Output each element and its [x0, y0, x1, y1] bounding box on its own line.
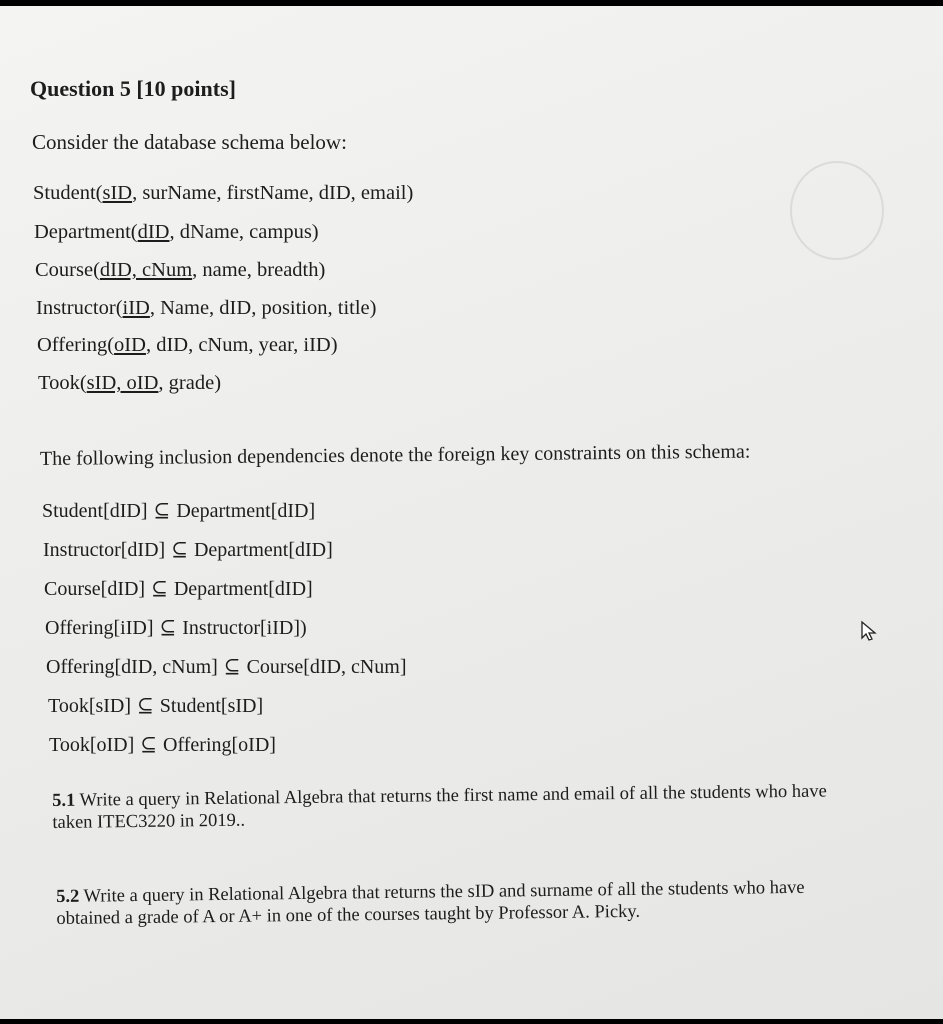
smudge-mark	[790, 161, 884, 260]
subquestion-5-1: 5.1 Write a query in Relational Algebra that returns the first name and email of all the students who have taken ITEC3220 in 2019..	[52, 781, 827, 833]
schema-student: Student(sID, surName, firstName, dID, email)	[33, 182, 414, 204]
question-intro: Consider the database schema below:	[32, 130, 347, 154]
schema-offering: Offering(oID, dID, cNum, year, iID)	[37, 334, 338, 356]
schema-course: Course(dID, cNum, name, breadth)	[35, 259, 326, 281]
schema-took: Took(sID, oID, grade)	[38, 372, 222, 394]
dependency-line: Offering[dID, cNum] ⊆ Course[dID, cNum]	[46, 656, 407, 678]
dependency-line: Took[sID] ⊆ Student[sID]	[48, 695, 264, 717]
dependency-line: Student[dID] ⊆ Department[dID]	[42, 500, 316, 522]
dependency-line: Took[oID] ⊆ Offering[oID]	[49, 734, 276, 756]
question-title: Question 5 [10 points]	[30, 76, 236, 101]
dependency-line: Offering[iID] ⊆ Instructor[iID])	[45, 617, 307, 639]
subquestion-5-2: 5.2 Write a query in Relational Algebra that returns the sID and surname of all the students who have obtained a grade of A or A+ in one of the courses taught by Professor A. Picky.	[56, 877, 805, 929]
mouse-pointer-icon	[860, 620, 878, 642]
dependency-line: Course[dID] ⊆ Department[dID]	[44, 578, 313, 600]
dependency-line: Instructor[dID] ⊆ Department[dID]	[43, 539, 333, 561]
dependencies-intro: The following inclusion dependencies denote the foreign key constraints on this schema:	[39, 440, 751, 470]
document-page	[0, 6, 943, 1019]
schema-department: Department(dID, dName, campus)	[34, 221, 319, 243]
schema-instructor: Instructor(iID, Name, dID, position, title)	[36, 297, 377, 319]
